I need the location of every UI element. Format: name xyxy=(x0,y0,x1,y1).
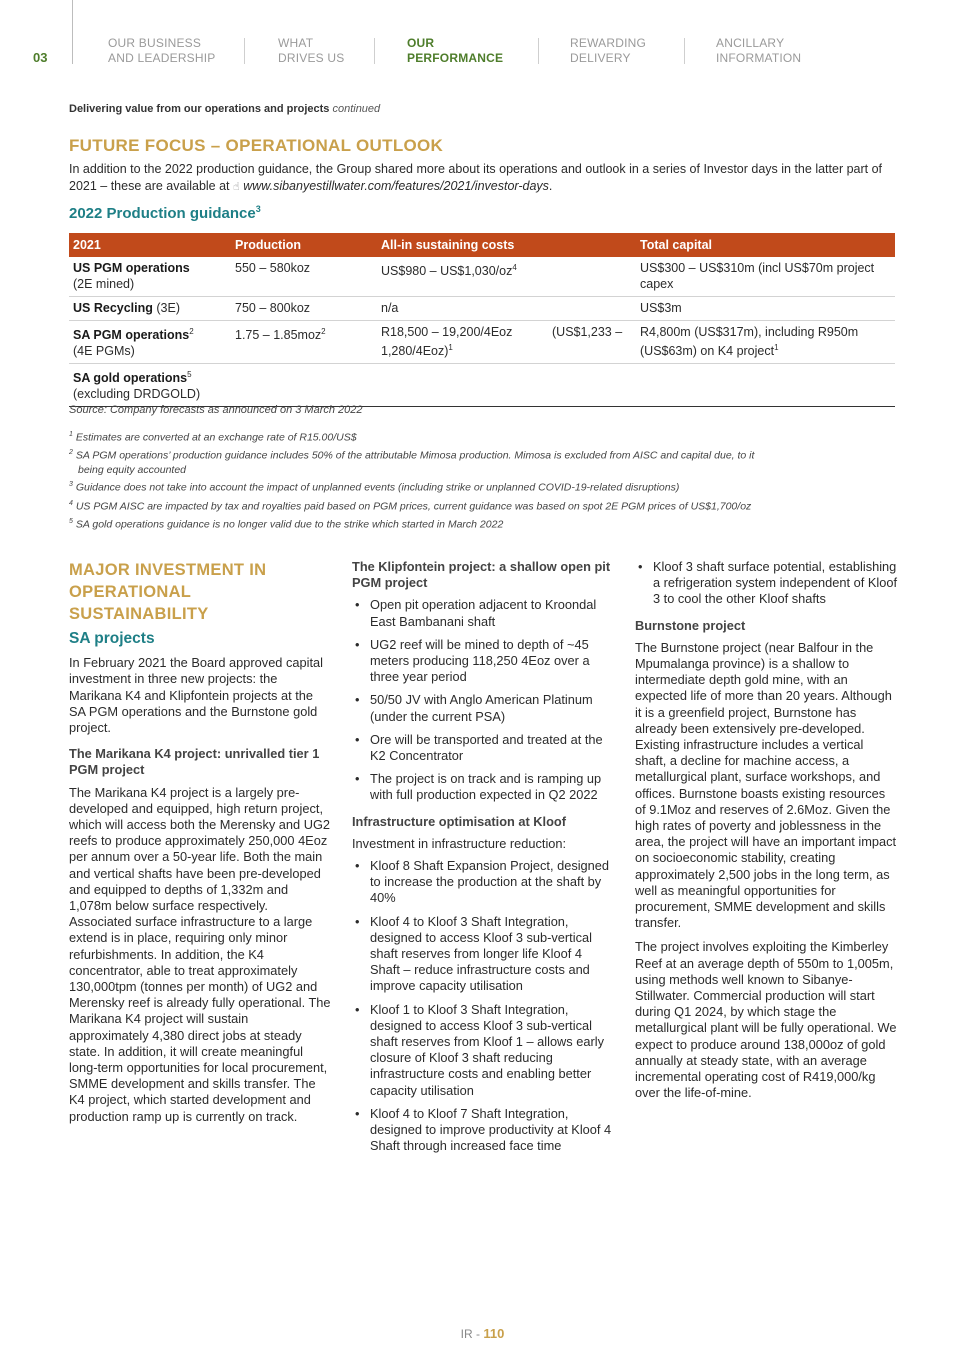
aisc-cell xyxy=(377,321,548,364)
section-number: 03 xyxy=(33,50,48,65)
future-focus-intro xyxy=(69,161,899,196)
aisc-cell xyxy=(377,257,636,297)
nav-separator xyxy=(244,38,245,64)
kloof-heading: Infrastructure optimisation at Kloof xyxy=(352,813,567,829)
operation-name: SA gold operations xyxy=(73,371,188,386)
capital-cell xyxy=(636,321,895,364)
table-row xyxy=(69,257,895,297)
intro-end: . xyxy=(548,179,553,193)
capital-value: R4,800m (US$317m), including R950m (US$63m) on K4 project xyxy=(640,325,859,359)
operation-name: US PGM operations xyxy=(73,261,190,275)
intro-text: In addition to the 2022 production guidance, the Group shared more about its operations and outlook in a series of Investor days in the latter part of 2021 – these are available at xyxy=(69,162,883,193)
aisc-footnote: 4 xyxy=(512,263,517,272)
nav-item-line: OUR xyxy=(407,36,435,50)
footnote-text: US PGM AISC are impacted by tax and royalties paid based on PGM prices, current guidance was based on spot 2E PGM prices of US$1,700/oz xyxy=(75,500,752,513)
kloof-intro: Investment in infrastructure reduction: xyxy=(352,835,567,851)
aisc-value: US$980 – US$1,030/oz xyxy=(381,264,513,279)
production-cell: 550 – 580koz xyxy=(231,257,377,297)
footnote-text: SA PGM operations’ production guidance includes 50% of the attributable Mimosa production. Mimosa is excluded from AISC and capital due, to it xyxy=(75,449,755,462)
nav-item-line: ANCILLARY xyxy=(716,36,785,50)
footer-prefix: IR - xyxy=(460,1327,484,1341)
sa-projects-title: SA projects xyxy=(69,630,155,647)
footnote-number: 5 xyxy=(69,518,73,525)
column-right xyxy=(635,559,897,1110)
burnstone-heading: Burnstone project xyxy=(635,617,746,633)
nav-item-line: PERFORMANCE xyxy=(407,51,504,65)
aisc-usd-line2: 1,280/4Eoz) xyxy=(381,344,449,359)
kicker-continued: continued xyxy=(332,103,381,115)
investor-days-link[interactable]: www.sibanyestillwater.com/features/2021/investor-days xyxy=(243,179,549,193)
k4-paragraph: The Marikana K4 project is a largely pre-developed and equipped, high return project, which will access both the Merensky and UG2 reefs to produce approximately 250,000 4Eoz per annum over a 50-year life. Both the main and vertical shafts have been pre-developed and equipped to depths of 1,332m and 1,078m below surface respectively. Associated surface infrastructure to a large extend is in place, requiring only minor refurbishments. In addition, the K4 concentrator, able to treat approximately 130,000tpm (tonnes per month) of UG2 and Merensky reef is already fully operational. The Marikana K4 project will sustain approximately 4,380 direct jobs at steady state. In addition, it will create meaningful long-term opportunities for local procurement, SMME development and skills transfer. The K4 project, which started development and production ramp up is currently on track. xyxy=(69,784,331,1124)
footnote-number: 2 xyxy=(69,449,73,456)
operation-basis: (4E PGMs) xyxy=(73,344,135,359)
table-row xyxy=(69,321,895,364)
column-left xyxy=(69,559,331,1133)
nav-separator xyxy=(684,38,685,64)
section-kicker xyxy=(69,103,380,115)
capital-footnote: 1 xyxy=(774,343,779,352)
kloof-list xyxy=(352,858,614,1154)
nav-item-line: AND LEADERSHIP xyxy=(108,51,216,65)
footnote-text: Estimates are converted at an exchange rate of R15.00/US$ xyxy=(75,431,357,444)
operation-basis: (2E mined) xyxy=(73,277,135,291)
production-cell xyxy=(231,321,377,364)
burnstone-paragraph-2: The project involves exploiting the Kimberley Reef at an average depth of 550m to 1,005m, using methods well known to Sibanye-Stillwater. Commercial production will start during Q1 2024, by which stage the metallurgical plant will be fully operational. We expect to produce around 138,000oz of gold annually at steady state, with an average incremental operating cost of R419,000/kg over the life-of-mine. xyxy=(635,939,897,1101)
sa-projects-intro: In February 2021 the Board approved capital investment in three new projects: the Marikana K4 and Klipfontein projects at the SA PGM operations and the Burnstone gold project. xyxy=(69,655,323,736)
operation-name: SA PGM operations xyxy=(73,328,190,343)
list-item: • Ore will be transported and treated at the K2 Concentrator xyxy=(352,732,614,764)
footnote-5 xyxy=(69,515,899,532)
list-item: • Kloof 1 to Kloof 3 Shaft Integration, designed to access Kloof 3 sub-vertical shaft reserves from Kloof 1 – allows early closure of Kloof 3 shaft reducing infrastructure costs and enabling better capacity utilisation xyxy=(352,1002,614,1099)
production-guidance-title xyxy=(69,204,261,222)
list-item: • UG2 reef will be mined to depth of ~45 meters producing 118,250 4Eoz over a three year period xyxy=(352,637,614,686)
table-header-row xyxy=(69,233,895,257)
operation-name: US Recycling xyxy=(73,301,153,315)
klipfontein-list xyxy=(352,597,614,803)
production-guidance-table xyxy=(69,233,895,407)
aisc-cell xyxy=(377,364,548,407)
table-row xyxy=(69,297,895,321)
list-item: • 50/50 JV with Anglo American Platinum (under the current PSA) xyxy=(352,692,614,724)
nav-item-line: OUR BUSINESS xyxy=(108,36,202,50)
klipfontein-heading: The Klipfontein project: a shallow open pit PGM project xyxy=(352,559,611,591)
list-item: • Open pit operation adjacent to Kroondal East Bambanani shaft xyxy=(352,597,614,629)
list-item: • Kloof 4 to Kloof 3 Shaft Integration, designed to access Kloof 3 sub-vertical shaft reserves from longer life Kloof 4 Shaft – reduce infrastructure costs and improve capacity utilisation xyxy=(352,914,614,995)
major-investment-title: MAJOR INVESTMENT IN OPERATIONAL SUSTAINABILITY xyxy=(69,561,267,623)
column-header: Total capital xyxy=(636,233,895,257)
production-footnote: 2 xyxy=(321,327,326,336)
operation-cell xyxy=(69,364,231,407)
column-header-spacer xyxy=(548,233,636,257)
nav-separator xyxy=(538,38,539,64)
operation-cell xyxy=(69,297,231,321)
operation-cell xyxy=(69,321,231,364)
aisc-usd-cell: (US$1,233 – xyxy=(548,321,636,364)
kicker-title: Delivering value from our operations and projects xyxy=(69,103,330,115)
column-header: 2021 xyxy=(69,233,231,257)
future-focus-title: FUTURE FOCUS – OPERATIONAL OUTLOOK xyxy=(69,136,444,155)
k4-heading: The Marikana K4 project: unrivalled tier 1 PGM project xyxy=(69,746,320,778)
footnote-2 xyxy=(69,446,899,477)
footnote-number: 1 xyxy=(69,431,73,438)
kloof-list-continued xyxy=(635,559,897,608)
guidance-title-footnote: 3 xyxy=(255,204,261,214)
operation-footnote: 2 xyxy=(189,327,194,336)
nav-item-line: REWARDING xyxy=(570,36,647,50)
nav-divider xyxy=(72,0,73,64)
capital-cell: US$300 – US$310m (incl US$70m project capex xyxy=(636,257,895,297)
nav-item-our-performance[interactable] xyxy=(407,36,503,66)
footnote-1 xyxy=(69,428,899,445)
aisc-cell: n/a xyxy=(377,297,636,321)
operation-basis: (excluding DRDGOLD) xyxy=(73,387,201,402)
nav-item-what-drives-us[interactable] xyxy=(278,36,344,66)
production-value: 1.75 – 1.85moz xyxy=(235,328,322,343)
operation-basis: (3E) xyxy=(156,301,180,315)
table-source-note: Source: Company forecasts as announced on 3 March 2022 xyxy=(69,404,363,416)
list-item: • Kloof 3 shaft surface potential, establishing a refrigeration system independent of Kloof 3 to cool the other Kloof shafts xyxy=(635,559,897,608)
column-middle xyxy=(352,559,614,1162)
footnote-number: 3 xyxy=(69,481,73,488)
footnote-3 xyxy=(69,478,899,495)
footnote-4 xyxy=(69,497,899,514)
nav-item-line: WHAT xyxy=(278,36,314,50)
production-cell xyxy=(231,364,377,407)
nav-item-rewarding-delivery[interactable] xyxy=(570,36,646,66)
nav-item-line: DELIVERY xyxy=(570,51,631,65)
top-navigation xyxy=(0,0,965,80)
aisc-value: R18,500 – 19,200/4Eoz xyxy=(381,325,513,339)
list-item: • Kloof 4 to Kloof 7 Shaft Integration, designed to improve productivity at Kloof 4 Shaft through increased face time xyxy=(352,1106,614,1155)
operation-cell xyxy=(69,257,231,297)
capital-cell xyxy=(636,364,895,407)
nav-item-line: INFORMATION xyxy=(716,51,802,65)
table-row xyxy=(69,364,895,407)
guidance-title-text: 2022 Production guidance xyxy=(69,205,256,222)
page-number: 110 xyxy=(483,1326,505,1341)
footnote-text: Guidance does not take into account the impact of unplanned events (including strike or unplanned COVID-19-related disruptions) xyxy=(75,481,680,494)
column-header: All-in sustaining costs xyxy=(377,233,548,257)
aisc-usd-cell xyxy=(548,364,636,407)
nav-separator xyxy=(374,38,375,64)
capital-cell: US$3m xyxy=(636,297,895,321)
list-item: • The project is on track and is ramping up with full production expected in Q2 2022 xyxy=(352,771,614,803)
nav-item-line: DRIVES US xyxy=(278,51,345,65)
list-item: • Kloof 8 Shaft Expansion Project, designed to increase the production at the shaft by 40% xyxy=(352,858,614,907)
nav-item-ancillary-information[interactable] xyxy=(716,36,801,66)
operation-footnote: 5 xyxy=(187,370,192,380)
footnote-number: 4 xyxy=(69,500,73,507)
page-footer xyxy=(0,1326,965,1341)
nav-item-our-business[interactable] xyxy=(108,36,216,66)
burnstone-paragraph-1: The Burnstone project (near Balfour in the Mpumalanga province) is a shallow to intermediate depth gold mine, with an expected life of more than 20 years. Although it is a greenfield project, Burnstone has already been extensively pre-developed. Existing infrastructure includes a vertical shaft, a decline for machine access, a metallurgical plant, surface workshops, and offices. Burnstone boasts existing resources of 9.1Moz and reserves of 2.6Moz. Given the high rates of poverty and joblessness in the area, the project will have an important impact on socioeconomic stability, creating approximately 2,500 jobs in the long term, as well as meaningful opportunities for procurement, SMME development and skills transfer. xyxy=(635,639,897,931)
column-header: Production xyxy=(231,233,377,257)
pointer-hand-icon: ☝ xyxy=(233,181,240,193)
production-cell: 750 – 800koz xyxy=(231,297,377,321)
aisc-footnote: 1 xyxy=(448,343,453,352)
footnote-text: SA gold operations guidance is no longer valid due to the strike which started in March 2022 xyxy=(75,518,504,531)
footnote-text-continued: being equity accounted xyxy=(78,463,186,476)
